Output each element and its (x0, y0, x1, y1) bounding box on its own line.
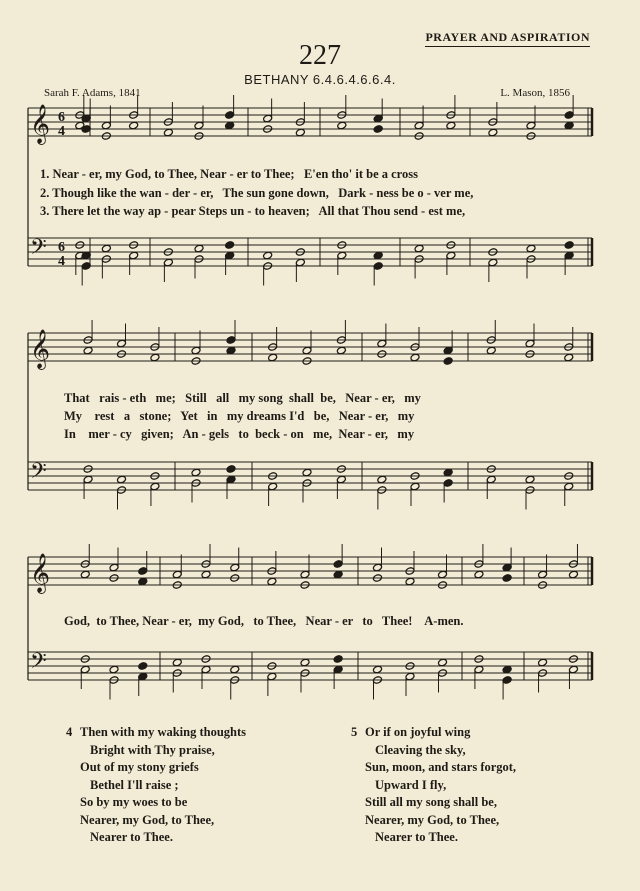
note-head (564, 121, 574, 130)
note-head (267, 672, 277, 681)
note-head (83, 475, 93, 484)
lyric-line-1-3: 3. There let the way ap - pear Steps un - to heaven; All that Thou send - est me, (40, 204, 466, 218)
note-head (564, 111, 574, 120)
note-head (414, 244, 424, 253)
note-head (268, 353, 278, 362)
note-head (336, 475, 346, 484)
note-head (109, 665, 119, 674)
note-head (225, 251, 235, 260)
note-head (150, 353, 160, 362)
note-head (83, 346, 93, 355)
hymn-number: 227 (299, 40, 341, 71)
bass-clef-icon: 𝄢 (30, 235, 47, 265)
note-head (443, 479, 453, 488)
verse-4-number: 4 (66, 725, 73, 739)
note-head (117, 339, 127, 348)
note-head (538, 570, 548, 579)
verse-4-line-7: Nearer to Thee. (90, 830, 173, 844)
note-head (191, 346, 201, 355)
note-head (163, 128, 173, 137)
note-head (526, 121, 536, 130)
note-head (300, 570, 310, 579)
note-head (488, 258, 498, 267)
note-head (443, 346, 453, 355)
lyric-line-2-3: In mer - cy given; An - gels to beck - on me, Near - er, my (64, 427, 415, 441)
note-head (568, 570, 578, 579)
note-head (525, 339, 535, 348)
note-head (268, 482, 278, 491)
time-signature: 6 (58, 240, 65, 255)
note-head (377, 475, 387, 484)
note-head (337, 121, 347, 130)
note-head (438, 570, 448, 579)
treble-clef-icon: 𝄞 (30, 553, 51, 593)
note-head (405, 672, 415, 681)
note-head (138, 672, 148, 681)
note-head (129, 251, 139, 260)
note-head (373, 665, 383, 674)
note-head (525, 475, 535, 484)
note-head (263, 251, 273, 260)
note-head (225, 111, 235, 120)
note-head (295, 258, 305, 267)
note-head (163, 258, 173, 267)
note-head (488, 128, 498, 137)
note-head (172, 658, 182, 667)
note-head (564, 482, 574, 491)
tune-name: BETHANY 6.4.6.4.6.6.4. (244, 72, 396, 87)
verse-5-line-7: Nearer to Thee. (375, 830, 458, 844)
verse-4-line-1: Then with my waking thoughts (80, 725, 247, 739)
note-head (150, 482, 160, 491)
note-head (226, 336, 236, 345)
note-head (405, 577, 415, 586)
note-head (333, 655, 343, 664)
note-head (267, 577, 277, 586)
note-head (138, 577, 148, 586)
author-credit: Sarah F. Adams, 1841 (44, 87, 141, 99)
note-head (337, 251, 347, 260)
lyric-line-3-1: God, to Thee, Near - er, my God, to Thee, Near - er to Thee! A-men. (64, 614, 464, 628)
note-head (446, 121, 456, 130)
verse-5-line-4: Upward I fly, (375, 777, 447, 792)
lyric-line-1-2: 2. Though like the wan - der - er, The sun gone down, Dark - ness be o - ver me, (40, 186, 474, 200)
verse-5-line-2: Cleaving the sky, (375, 742, 466, 757)
note-head (486, 346, 496, 355)
note-head (336, 346, 346, 355)
note-head (201, 665, 211, 674)
note-head (117, 475, 127, 484)
note-head (333, 665, 343, 674)
note-head (486, 475, 496, 484)
verse-5-number: 5 (351, 725, 358, 739)
note-head (373, 114, 383, 123)
composer-credit: L. Mason, 1856 (500, 87, 570, 99)
note-head (101, 244, 111, 253)
note-head (81, 262, 91, 271)
note-head (172, 570, 182, 579)
note-head (80, 570, 90, 579)
note-head (138, 567, 148, 576)
note-head (191, 468, 201, 477)
verse-5-line-3: Sun, moon, and stars forgot, (365, 760, 517, 774)
verse-5-line-1: Or if on joyful wing (365, 725, 471, 739)
note-head (502, 676, 512, 685)
time-signature: 4 (58, 124, 65, 139)
note-head (333, 570, 343, 579)
note-head (226, 346, 236, 355)
note-head (101, 121, 111, 130)
note-head (502, 574, 512, 583)
time-signature: 4 (58, 254, 65, 269)
note-head (410, 482, 420, 491)
note-head (373, 251, 383, 260)
time-signature: 6 (58, 110, 65, 125)
note-head (201, 570, 211, 579)
note-head (129, 121, 139, 130)
note-head (194, 244, 204, 253)
treble-clef-icon: 𝄞 (30, 329, 51, 369)
note-head (474, 570, 484, 579)
note-head (333, 560, 343, 569)
note-head (302, 468, 312, 477)
note-head (295, 128, 305, 137)
verse-4-line-3: Out of my stony griefs (80, 760, 199, 774)
note-head (225, 121, 235, 130)
note-head (377, 339, 387, 348)
verse-4-line-4: Bethel I'll raise ; (90, 777, 179, 792)
note-head (438, 658, 448, 667)
note-head (564, 251, 574, 260)
note-head (80, 665, 90, 674)
verse-5 (351, 724, 516, 847)
verse-5-line-6: Nearer, my God, to Thee, (365, 812, 500, 827)
note-head (526, 244, 536, 253)
note-head (414, 121, 424, 130)
note-head (502, 563, 512, 572)
note-head (109, 563, 119, 572)
note-head (373, 563, 383, 572)
bass-clef-icon: 𝄢 (30, 459, 47, 489)
note-head (230, 665, 240, 674)
note-head (564, 353, 574, 362)
treble-clef-icon: 𝄞 (30, 104, 51, 144)
note-head (443, 468, 453, 477)
note-head (138, 662, 148, 671)
verse-4-line-5: So by my woes to be (80, 795, 188, 809)
note-head (194, 121, 204, 130)
note-head (443, 357, 453, 366)
note-head (300, 658, 310, 667)
note-head (474, 665, 484, 674)
lyric-line-1-1: 1. Near - er, my God, to Thee, Near - er to Thee; E'en tho' it be a cross (40, 167, 418, 181)
note-head (502, 665, 512, 674)
section-title: PRAYER AND ASPIRATION (425, 30, 590, 47)
note-head (302, 346, 312, 355)
note-head (225, 241, 235, 250)
note-head (564, 241, 574, 250)
bass-clef-icon: 𝄢 (30, 649, 47, 679)
verse-4 (66, 724, 246, 847)
lyric-line-2-1: That rais - eth me; Still all my song shall be, Near - er, my (64, 391, 421, 405)
note-head (226, 475, 236, 484)
verse-4-line-6: Nearer, my God, to Thee, (80, 812, 215, 827)
note-head (373, 262, 383, 271)
note-head (410, 353, 420, 362)
note-head (568, 665, 578, 674)
verse-5-line-5: Still all my song shall be, (365, 795, 497, 809)
lyric-line-2-2: My rest a stone; Yet in my dreams I'd be, Near - er, my (64, 409, 415, 423)
note-head (446, 251, 456, 260)
note-head (230, 563, 240, 572)
note-head (538, 658, 548, 667)
note-head (263, 114, 273, 123)
verse-4-line-2: Bright with Thy praise, (90, 742, 215, 757)
note-head (373, 125, 383, 134)
note-head (226, 465, 236, 474)
